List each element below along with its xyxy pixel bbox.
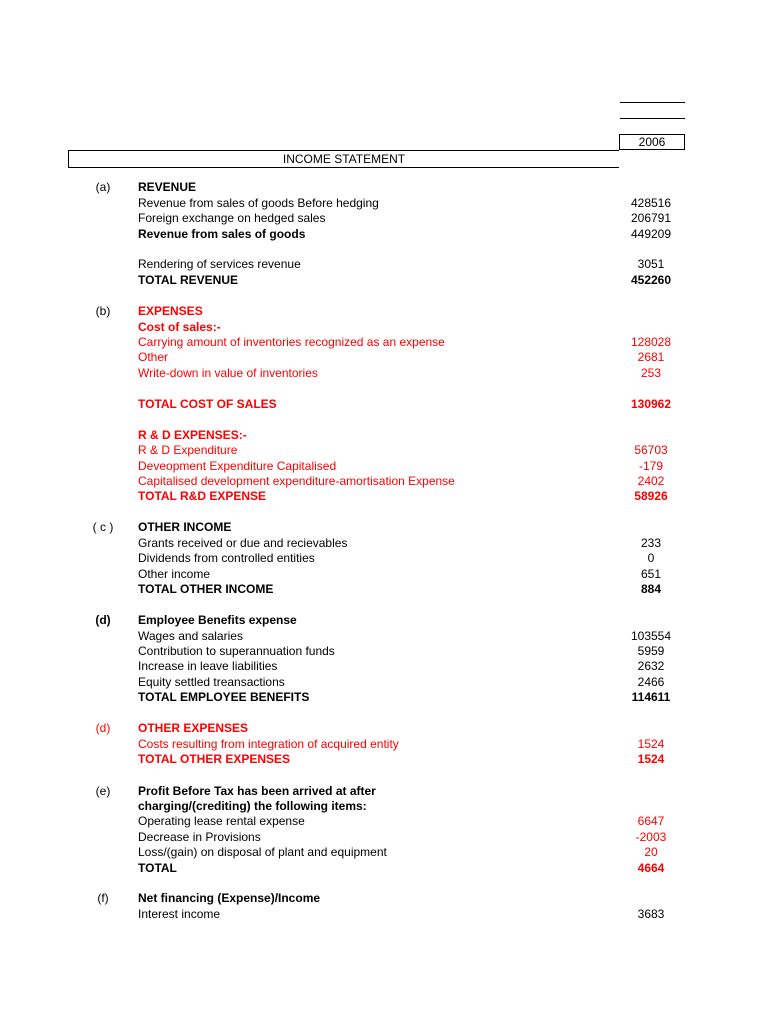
line-item-value: 1524: [637, 737, 665, 751]
line-item-label: TOTAL OTHER INCOME: [138, 582, 274, 596]
statement-row: [0, 304, 768, 319]
statement-row: [0, 690, 768, 705]
line-item-label: Decrease in Provisions: [138, 830, 261, 844]
line-item-value: 103554: [630, 629, 672, 643]
line-item-value: 56703: [634, 443, 668, 457]
statement-row: [0, 257, 768, 272]
line-item-value: 2402: [637, 474, 665, 488]
line-item-value: -179: [638, 459, 664, 473]
note-index: (e): [95, 784, 111, 798]
line-item-label: Employee Benefits expense: [138, 613, 297, 627]
note-index: ( c ): [92, 520, 114, 534]
line-item-value: 884: [640, 582, 662, 596]
statement-row: [0, 891, 768, 906]
statement-row: [0, 335, 768, 350]
statement-row: [0, 567, 768, 582]
line-item-label: TOTAL REVENUE: [138, 273, 239, 287]
line-item-label: Deveopment Expenditure Capitalised: [138, 459, 337, 473]
line-item-label: REVENUE: [138, 180, 197, 194]
line-item-label: TOTAL EMPLOYEE BENEFITS: [138, 690, 310, 704]
statement-row: [0, 520, 768, 535]
line-item-label: Interest income: [138, 907, 221, 921]
statement-row: [0, 629, 768, 644]
line-item-value: 2632: [637, 659, 665, 673]
line-item-label: Equity settled treansactions: [138, 675, 285, 689]
line-item-value: 128028: [630, 335, 672, 349]
statement-row: [0, 196, 768, 211]
line-item-label: Contribution to superannuation funds: [138, 644, 335, 658]
line-item-label: Operating lease rental expense: [138, 814, 305, 828]
statement-row: [0, 536, 768, 551]
line-item-label: TOTAL COST OF SALES: [138, 397, 277, 411]
line-item-value: 114611: [631, 690, 671, 704]
line-item-value: 651: [640, 567, 662, 581]
note-index: (b): [95, 304, 111, 318]
statement-row: [0, 366, 768, 381]
statement-row: [0, 443, 768, 458]
line-item-value: 4664: [637, 861, 665, 875]
line-item-label: Capitalised development expenditure-amortisation Expense: [138, 474, 455, 488]
line-item-value: 58926: [634, 489, 668, 503]
statement-row: [0, 320, 768, 335]
line-item-label: TOTAL: [138, 861, 177, 875]
statement-row: [0, 799, 768, 814]
statement-row: [0, 551, 768, 566]
line-item-value: 3683: [637, 907, 665, 921]
year-column-header: 2006: [619, 134, 685, 150]
statement-title: INCOME STATEMENT: [282, 152, 406, 166]
line-item-value: 449209: [630, 227, 672, 241]
statement-row: [0, 227, 768, 242]
statement-row: [0, 644, 768, 659]
line-item-label: Grants received or due and recievables: [138, 536, 348, 550]
statement-row: [0, 675, 768, 690]
line-item-value: 2466: [637, 675, 665, 689]
statement-row: [0, 582, 768, 597]
statement-row: [0, 474, 768, 489]
line-item-label: Increase in leave liabilities: [138, 659, 278, 673]
line-item-label: R & D Expenditure: [138, 443, 238, 457]
line-item-label: Dividends from controlled entities: [138, 551, 315, 565]
line-item-label: TOTAL OTHER EXPENSES: [138, 752, 291, 766]
statement-row: [0, 830, 768, 845]
line-item-value: 452260: [630, 273, 672, 287]
line-item-label: EXPENSES: [138, 304, 203, 318]
line-item-value: 253: [640, 366, 662, 380]
line-item-value: 206791: [630, 211, 672, 225]
line-item-value: 2681: [637, 350, 665, 364]
statement-row: [0, 350, 768, 365]
line-item-label: Write-down in value of inventories: [138, 366, 318, 380]
statement-row: [0, 180, 768, 195]
statement-row: [0, 721, 768, 736]
statement-row: [0, 659, 768, 674]
statement-row: [0, 737, 768, 752]
line-item-label: Revenue from sales of goods: [138, 227, 306, 241]
line-item-label: Carrying amount of inventories recognized as an expense: [138, 335, 445, 349]
line-item-label: OTHER EXPENSES: [138, 721, 249, 735]
line-item-value: 20: [644, 845, 658, 859]
statement-row: [0, 397, 768, 412]
note-index: (a): [95, 180, 111, 194]
statement-row: [0, 489, 768, 504]
statement-row: [0, 814, 768, 829]
line-item-label: Other income: [138, 567, 211, 581]
line-item-label: Loss/(gain) on disposal of plant and equipment: [138, 845, 387, 859]
statement-row: [0, 784, 768, 799]
line-item-value: 3051: [637, 257, 665, 271]
statement-row: [0, 211, 768, 226]
statement-row: [0, 752, 768, 767]
line-item-label: Profit Before Tax has been arrived at after: [138, 784, 376, 798]
note-index: (f): [97, 891, 109, 905]
note-index: (d): [95, 721, 111, 735]
statement-row: [0, 861, 768, 876]
line-item-label: TOTAL R&D EXPENSE: [138, 489, 267, 503]
line-item-label: Foreign exchange on hedged sales: [138, 211, 326, 225]
line-item-value: 1524: [637, 752, 665, 766]
line-item-value: 130962: [630, 397, 672, 411]
statement-row: [0, 459, 768, 474]
line-item-value: 428516: [630, 196, 672, 210]
line-item-label: OTHER INCOME: [138, 520, 232, 534]
line-item-label: R & D EXPENSES:-: [138, 428, 247, 442]
line-item-label: Costs resulting from integration of acquired entity: [138, 737, 399, 751]
note-index: (d): [95, 613, 111, 627]
statement-row: [0, 613, 768, 628]
statement-row: [0, 845, 768, 860]
line-item-value: 6647: [637, 814, 665, 828]
line-item-label: Revenue from sales of goods Before hedging: [138, 196, 379, 210]
line-item-value: 233: [640, 536, 662, 550]
statement-row: [0, 428, 768, 443]
statement-row: [0, 273, 768, 288]
line-item-label: Net financing (Expense)/Income: [138, 891, 321, 905]
line-item-label: Wages and salaries: [138, 629, 243, 643]
line-item-value: 0: [647, 551, 655, 565]
line-item-value: -2003: [635, 830, 667, 844]
line-item-label: Cost of sales:-: [138, 320, 221, 334]
line-item-value: 5959: [637, 644, 665, 658]
statement-row: [0, 907, 768, 922]
line-item-label: Rendering of services revenue: [138, 257, 301, 271]
line-item-label: Other: [138, 350, 169, 364]
line-item-label: charging/(crediting) the following items:: [138, 799, 367, 813]
